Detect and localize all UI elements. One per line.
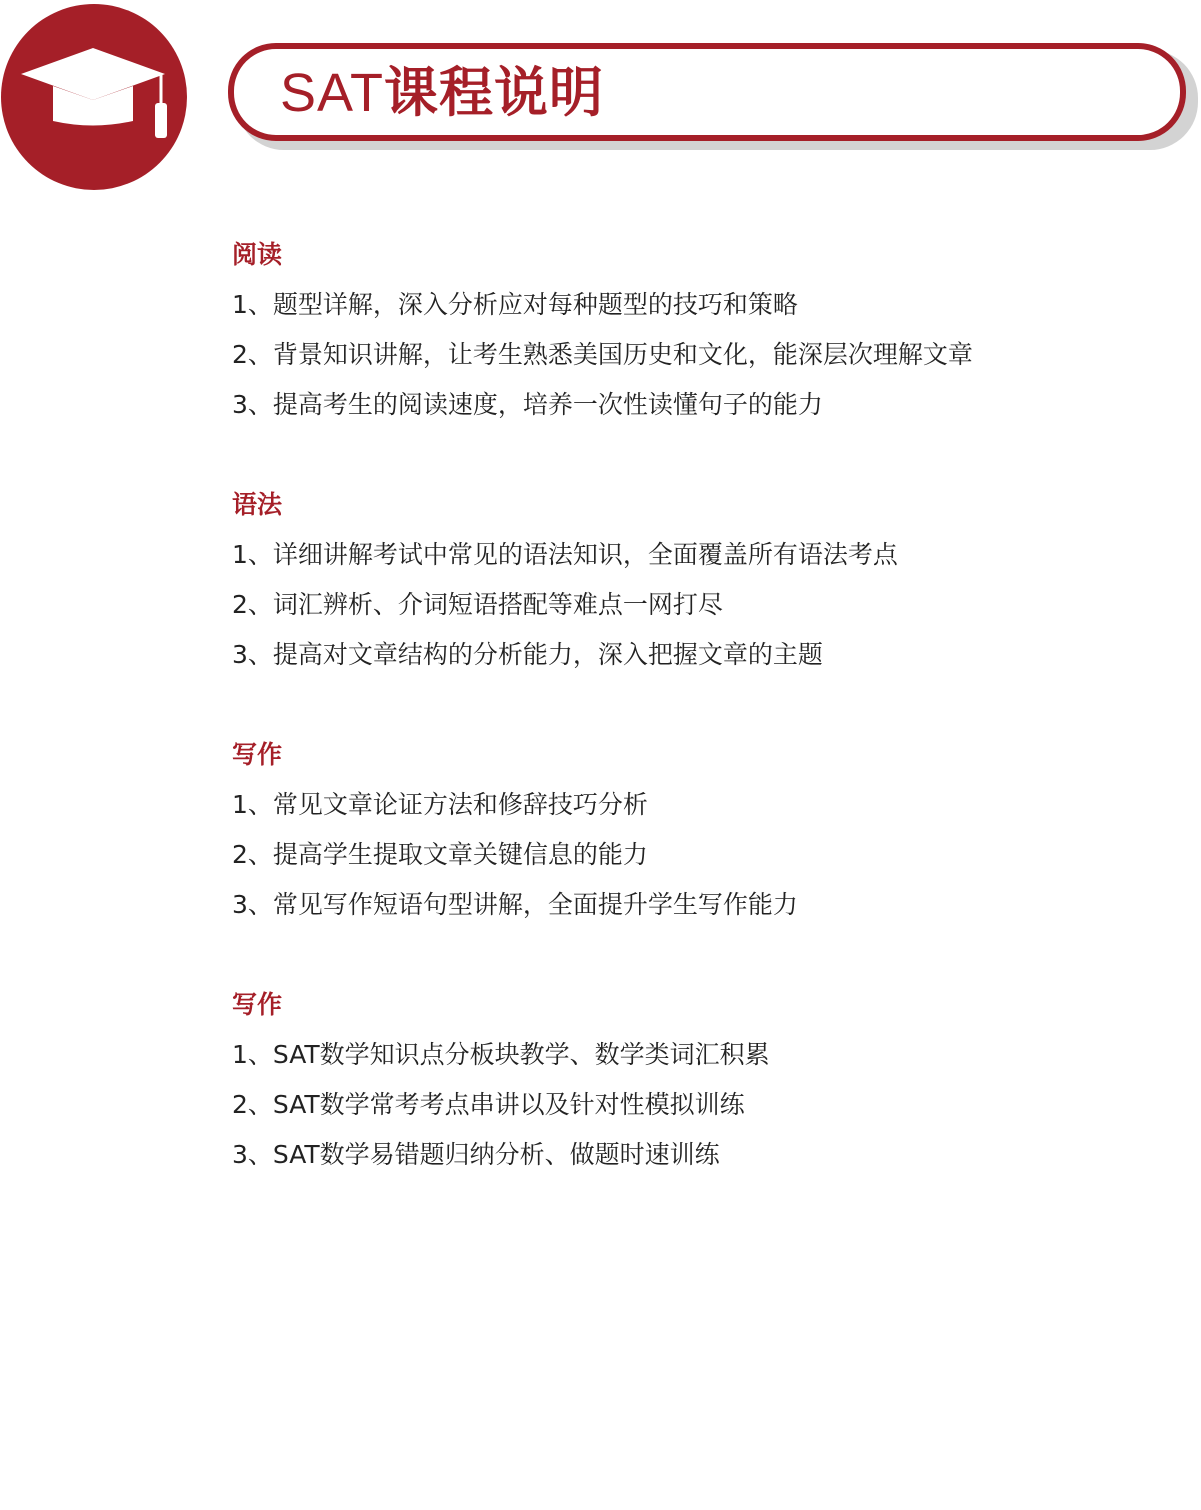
section-heading: 写作 [232, 740, 283, 769]
list-item: 3、SAT数学易错题归纳分析、做题时速训练 [232, 1140, 720, 1169]
section-grammar [232, 490, 1162, 690]
header-badge [1, 4, 187, 190]
page-title-cjk: 课程说明 [384, 61, 605, 124]
page-title [280, 63, 604, 123]
list-item: 2、提高学生提取文章关键信息的能力 [232, 840, 648, 869]
list-item: 2、背景知识讲解，让考生熟悉美国历史和文化，能深层次理解文章 [232, 340, 973, 369]
section-heading: 语法 [232, 490, 283, 519]
section-heading: 阅读 [232, 240, 283, 269]
section-list [232, 540, 1162, 690]
list-item: 2、SAT数学常考考点串讲以及针对性模拟训练 [232, 1090, 745, 1119]
list-item: 2、词汇辨析、介词短语搭配等难点一网打尽 [232, 590, 723, 619]
list-item: 1、常见文章论证方法和修辞技巧分析 [232, 790, 648, 819]
title-banner [228, 43, 1186, 141]
section-heading: 写作 [232, 990, 283, 1019]
page-title-latin: SAT [280, 63, 385, 123]
section-list [232, 1040, 1162, 1190]
section-math [232, 990, 1162, 1190]
list-item: 1、SAT数学知识点分板块教学、数学类词汇积累 [232, 1040, 770, 1069]
section-writing [232, 740, 1162, 940]
list-item: 3、提高考生的阅读速度，培养一次性读懂句子的能力 [232, 390, 823, 419]
list-item: 3、提高对文章结构的分析能力，深入把握文章的主题 [232, 640, 823, 669]
graduation-cap-icon [1, 4, 187, 190]
list-item: 1、详细讲解考试中常见的语法知识，全面覆盖所有语法考点 [232, 540, 898, 569]
list-item: 1、题型详解，深入分析应对每种题型的技巧和策略 [232, 290, 798, 319]
section-list [232, 790, 1162, 940]
section-reading [232, 240, 1162, 440]
list-item: 3、常见写作短语句型讲解，全面提升学生写作能力 [232, 890, 798, 919]
section-list [232, 290, 1162, 440]
